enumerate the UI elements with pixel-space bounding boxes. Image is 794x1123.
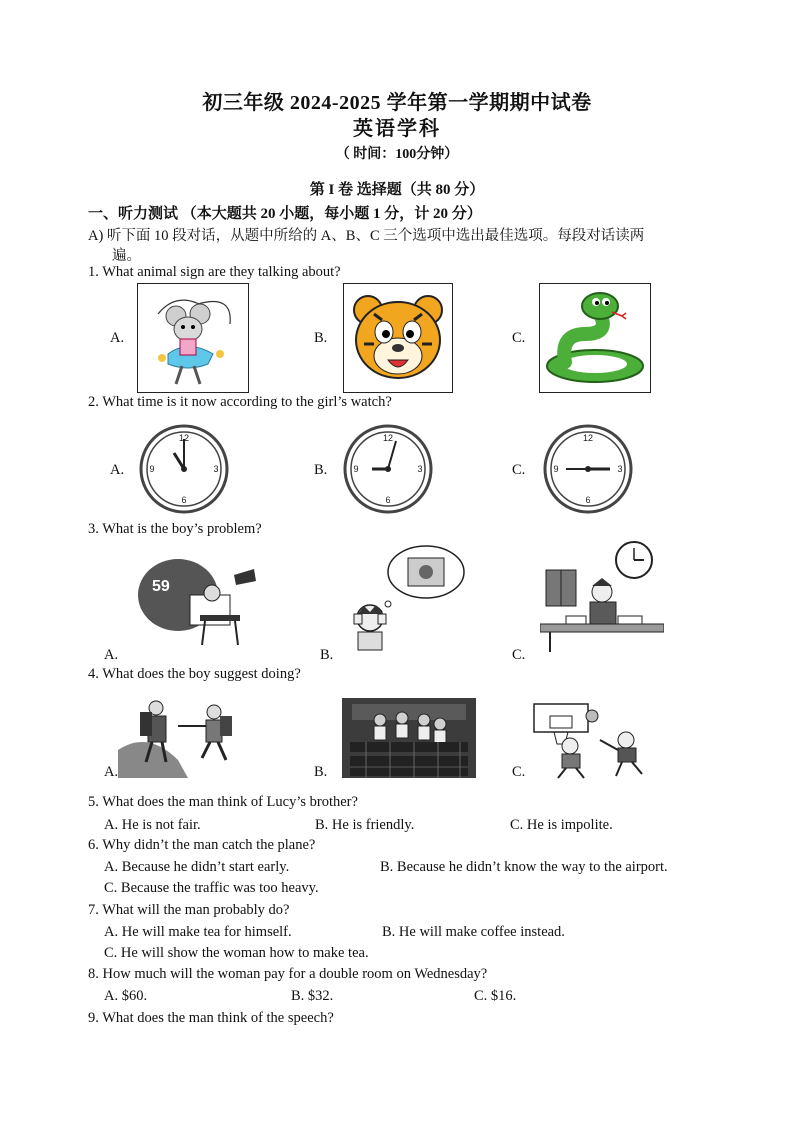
q2-clock-a: [138, 423, 230, 515]
q3-image-a: [130, 555, 260, 647]
svg-text:9: 9: [553, 464, 559, 474]
student-exam-icon: [130, 555, 260, 647]
q2-option-b: B.: [314, 462, 328, 478]
tiger-icon: [344, 284, 452, 392]
q8-option-a: A. $60.: [104, 988, 148, 1004]
clock-icon: [138, 423, 230, 515]
question-1-stem: 1. What animal sign are they talking about?: [88, 264, 341, 280]
q3-option-b: B.: [320, 647, 334, 663]
question-6-stem: 6. Why didn’t the man catch the plane?: [88, 837, 316, 853]
q8-option-b: B. $32.: [291, 988, 334, 1004]
section-heading: 一、听力测试 （本大题共 20 小题，每小题 1 分，计 20 分）: [88, 206, 482, 222]
q2-option-c: C.: [512, 462, 526, 478]
boy-headache-icon: [348, 542, 466, 652]
question-9-stem: 9. What does the man think of the speech?: [88, 1010, 334, 1026]
svg-text:9: 9: [149, 464, 155, 474]
q5-option-a: A. He is not fair.: [104, 817, 201, 833]
q1-image-a: [137, 283, 249, 393]
instruction-line2: 遍。: [112, 248, 141, 264]
q4-option-c: C.: [512, 764, 526, 780]
svg-text:6: 6: [385, 495, 391, 505]
q4-option-b: B.: [314, 764, 328, 780]
svg-text:12: 12: [178, 433, 190, 443]
q1-image-b: [343, 283, 453, 393]
time-note: （ 时间：100分钟）: [335, 147, 459, 162]
svg-text:12: 12: [382, 433, 394, 443]
instruction-line1: A) 听下面 10 段对话，从题中所给的 A、B、C 三个选项中选出最佳选项。每段对话读两: [88, 228, 645, 244]
subject-title: 英语学科: [353, 118, 441, 140]
q6-option-b: B. Because he didn’t know the way to the airport.: [380, 859, 668, 875]
question-8-stem: 8. How much will the woman pay for a double room on Wednesday?: [88, 966, 488, 982]
svg-text:9: 9: [353, 464, 359, 474]
svg-text:3: 3: [617, 464, 623, 474]
cinema-icon: [342, 698, 476, 778]
hikers-icon: [118, 690, 242, 778]
q8-option-c: C. $16.: [474, 988, 517, 1004]
q4-image-b: [342, 698, 476, 778]
svg-text:3: 3: [213, 464, 219, 474]
exam-score: 59: [152, 578, 170, 595]
q7-option-a: A. He will make tea for himself.: [104, 924, 292, 940]
q7-option-b: B. He will make coffee instead.: [382, 924, 565, 940]
exam-title: 初三年级 2024-2025 学年第一学期期中试卷: [202, 92, 592, 114]
q3-image-b: [348, 542, 466, 652]
q3-option-c: C.: [512, 647, 526, 663]
q1-option-a: A.: [110, 330, 125, 346]
q6-option-c: C. Because the traffic was too heavy.: [104, 880, 319, 896]
q2-option-a: A.: [110, 462, 125, 478]
mouse-icon: [138, 284, 248, 392]
svg-text:12: 12: [582, 433, 594, 443]
q1-option-b: B.: [314, 330, 328, 346]
q4-option-a: A.: [104, 764, 119, 780]
clock-icon: [342, 423, 434, 515]
basketball-icon: [530, 700, 660, 780]
svg-text:6: 6: [585, 495, 591, 505]
q5-option-b: B. He is friendly.: [315, 817, 415, 833]
q2-clock-c: [542, 423, 634, 515]
question-2-stem: 2. What time is it now according to the girl’s watch?: [88, 394, 392, 410]
q4-image-a: [118, 690, 242, 778]
q3-option-a: A.: [104, 647, 119, 663]
q7-option-c: C. He will show the woman how to make tea.: [104, 945, 369, 961]
q1-option-c: C.: [512, 330, 526, 346]
question-5-stem: 5. What does the man think of Lucy’s brother?: [88, 794, 358, 810]
q5-option-c: C. He is impolite.: [510, 817, 613, 833]
clock-icon: [542, 423, 634, 515]
q3-image-c: [540, 540, 664, 652]
svg-text:6: 6: [181, 495, 187, 505]
part-title: 第 I 卷 选择题（共 80 分）: [309, 182, 485, 198]
svg-text:3: 3: [417, 464, 423, 474]
question-3-stem: 3. What is the boy’s problem?: [88, 521, 262, 537]
question-4-stem: 4. What does the boy suggest doing?: [88, 666, 301, 682]
q4-image-c: [530, 700, 660, 780]
q1-image-c: [539, 283, 651, 393]
boy-studying-icon: [540, 540, 664, 652]
snake-icon: [540, 284, 650, 392]
question-7-stem: 7. What will the man probably do?: [88, 902, 290, 918]
q6-option-a: A. Because he didn’t start early.: [104, 859, 290, 875]
q2-clock-b: [342, 423, 434, 515]
